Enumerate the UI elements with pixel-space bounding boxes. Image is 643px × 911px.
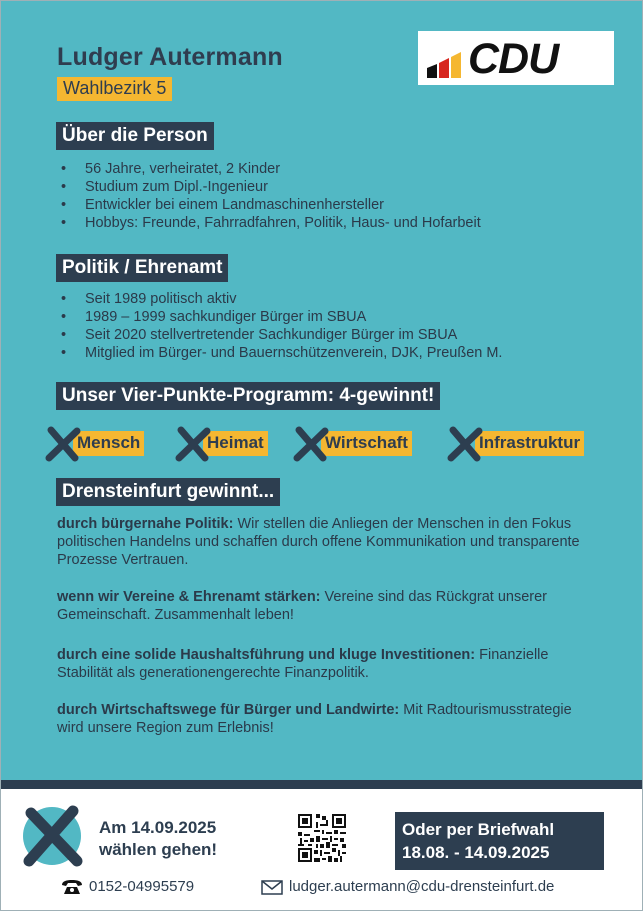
ballot-cross-icon xyxy=(447,426,487,462)
postal-vote-line-2: 18.08. - 14.09.2025 xyxy=(402,843,550,862)
wins-paragraph xyxy=(57,646,597,682)
phone-contact xyxy=(61,878,194,895)
vote-line-1: Am 14.09.2025 xyxy=(99,818,217,837)
email-contact xyxy=(261,878,554,895)
about-list xyxy=(61,160,481,232)
paragraph-text: Vereine sind das Rückgrat unserer Gemeinschaft. Zusammenhalt leben! xyxy=(57,589,548,623)
paragraph-lead: durch eine solide Haushaltsführung und kluge Investitionen: xyxy=(57,647,476,663)
phone-number: 0152-04995579 xyxy=(89,878,195,895)
envelope-icon xyxy=(261,880,283,895)
list-item: • 1989 – 1999 sachkundiger Bürger im SBUA xyxy=(61,308,502,326)
wins-paragraph xyxy=(57,701,597,737)
politics-heading: Politik / Ehrenamt xyxy=(56,254,228,282)
list-item: • Seit 2020 stellvertretender Sachkundiger Bürger im SBUA xyxy=(61,326,502,344)
paragraph-text: Wir stellen die Anliegen der Menschen in den Fokus politischen Handelns und schaffen durch offene Kommunikation und transparente Prozesse Vertrauen. xyxy=(57,516,580,568)
telephone-icon xyxy=(61,879,83,895)
paragraph-lead: durch bürgernahe Politik: xyxy=(57,516,234,532)
postal-vote-box xyxy=(395,812,604,870)
paragraph-text: Mit Radtourismusstrategie wird unsere Region zum Erlebnis! xyxy=(57,702,572,736)
party-logo xyxy=(418,31,614,85)
postal-vote-line-1: Oder per Briefwahl xyxy=(402,820,555,839)
paragraph-text: Finanzielle Stabilität als generationengerechte Finanzpolitik. xyxy=(57,647,549,681)
ballot-cross-icon xyxy=(293,426,333,462)
ballot-cross-icon xyxy=(45,426,85,462)
program-point-label: Heimat xyxy=(203,431,268,456)
politics-list xyxy=(61,290,502,362)
list-item: • Entwickler bei einem Landmaschinenhersteller xyxy=(61,196,481,214)
paragraph-lead: wenn wir Vereine & Ehrenamt stärken: xyxy=(57,589,321,605)
list-item: • Seit 1989 politisch aktiv xyxy=(61,290,502,308)
ballot-cross-icon xyxy=(175,426,215,462)
paragraph-lead: durch Wirtschaftswege für Bürger und Landwirte: xyxy=(57,702,400,718)
logo-bars-icon xyxy=(427,50,467,78)
program-point-label: Wirtschaft xyxy=(321,431,412,456)
ballot-cross-icon xyxy=(21,805,87,867)
district-badge: Wahlbezirk 5 xyxy=(57,77,172,101)
footer-divider xyxy=(1,780,643,789)
wins-heading: Drensteinfurt gewinnt... xyxy=(56,478,280,506)
program-point-label: Mensch xyxy=(73,431,144,456)
logo-wordmark: CDU xyxy=(468,35,559,83)
about-heading: Über die Person xyxy=(56,122,214,150)
email-address: ludger.autermann@cdu-drensteinfurt.de xyxy=(289,878,555,895)
footer xyxy=(1,789,643,911)
qr-code-icon xyxy=(298,814,346,862)
list-item: • Hobbys: Freunde, Fahrradfahren, Politik, Haus- und Hofarbeit xyxy=(61,214,481,232)
wins-paragraph xyxy=(57,588,597,624)
candidate-name: Ludger Autermann xyxy=(57,43,283,71)
list-item: • Studium zum Dipl.-Ingenieur xyxy=(61,178,481,196)
vote-date xyxy=(99,817,217,861)
program-point-label: Infrastruktur xyxy=(475,431,584,456)
wins-paragraph xyxy=(57,515,597,569)
list-item: • Mitglied im Bürger- und Bauernschützenverein, DJK, Preußen M. xyxy=(61,344,502,362)
program-heading: Unser Vier-Punkte-Programm: 4-gewinnt! xyxy=(56,382,440,410)
list-item: • 56 Jahre, verheiratet, 2 Kinder xyxy=(61,160,481,178)
vote-line-2: wählen gehen! xyxy=(99,840,218,859)
